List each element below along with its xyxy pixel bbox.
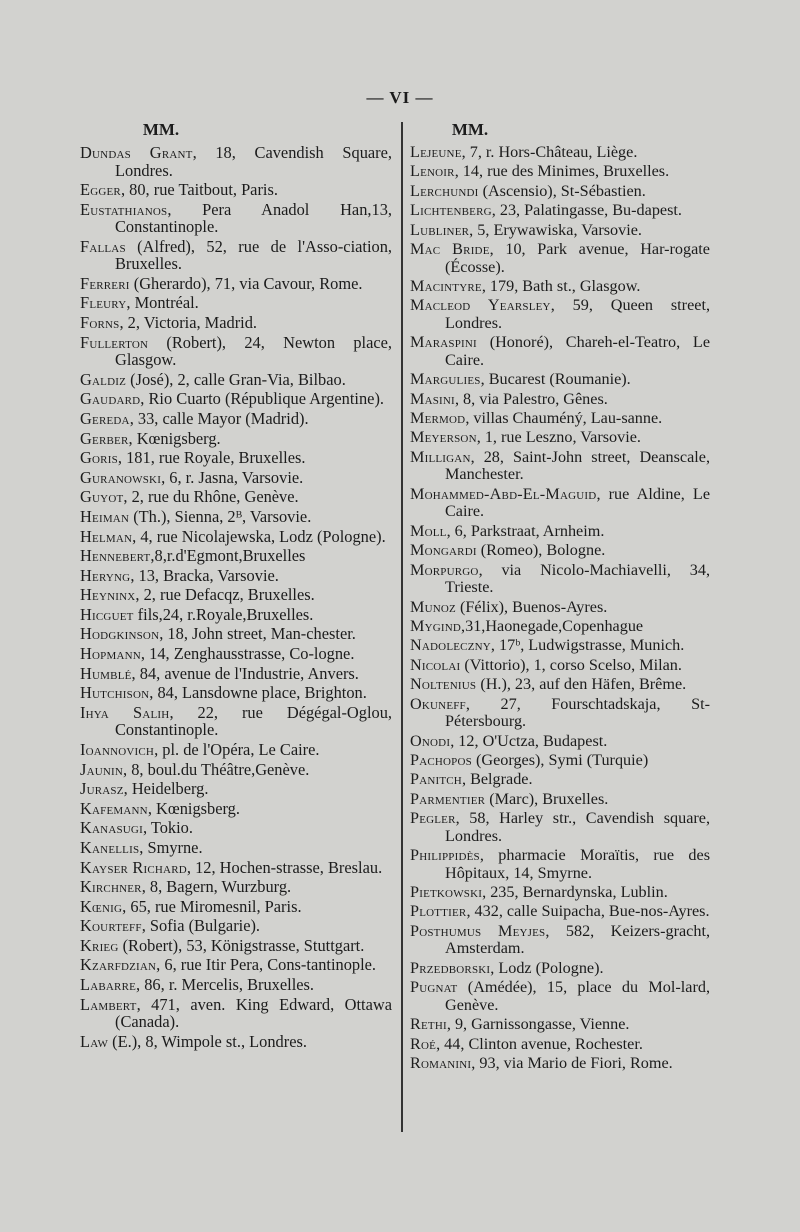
member-address: , 8, Bagern, Wurzburg. xyxy=(141,877,292,897)
member-entry xyxy=(410,791,710,809)
member-name: Gerber xyxy=(80,428,129,448)
member-address: , 13, Bracka, Varsovie. xyxy=(130,565,279,585)
member-address: , 65, rue Miromesnil, Paris. xyxy=(122,896,302,916)
member-name: Nadoleczny xyxy=(410,636,491,655)
member-name: Forns xyxy=(80,313,120,333)
member-entry xyxy=(80,390,392,408)
member-name: Parmentier xyxy=(410,789,486,808)
member-entry xyxy=(410,657,710,675)
member-name: Onodi xyxy=(410,731,451,750)
member-name: Lenoir xyxy=(410,162,455,181)
member-address: , Lodz (Pologne). xyxy=(490,958,604,977)
member-name: Kourteff xyxy=(80,916,142,936)
member-address: , 14, Zenghausstrasse, Co-logne. xyxy=(140,644,355,664)
member-name: Mongardi xyxy=(410,541,477,560)
member-entry xyxy=(80,1033,392,1051)
member-entry xyxy=(410,884,710,902)
member-entry xyxy=(80,547,392,565)
member-address: , 235, Bernardynska, Lublin. xyxy=(482,883,668,902)
member-name: Ioannovich xyxy=(80,739,155,759)
member-address: , 28, Saint-John street, Deanscale, Manchester. xyxy=(445,447,710,484)
member-entry xyxy=(410,752,710,770)
member-name: Rethi xyxy=(410,1015,447,1034)
member-address: (Honoré), Chareh-el-Teatro, Le Caire. xyxy=(445,333,710,369)
member-address: (Th.), Sienna, 2ᴮ, Varsovie. xyxy=(129,506,312,526)
member-address: , Montréal. xyxy=(126,293,199,313)
member-entry xyxy=(410,391,710,409)
member-address: , 181, rue Royale, Bruxelles. xyxy=(117,448,306,468)
member-address: , 10, Park avenue, Har-rogate (Écosse). xyxy=(445,239,710,276)
member-entry xyxy=(80,294,392,312)
member-name: Macleod Yearsley xyxy=(410,296,551,315)
member-name: Humblé xyxy=(80,663,132,683)
member-address: , 12, O'Uctza, Budapest. xyxy=(450,731,608,750)
member-address: , 9, Garnissongasse, Vienne. xyxy=(446,1015,630,1034)
member-address: , 58, Harley str., Cavendish square, Londres. xyxy=(445,809,710,845)
member-address: , 14, rue des Minimes, Bruxelles. xyxy=(454,162,670,181)
left-column xyxy=(80,118,392,1052)
member-address: (Vittorio), 1, corso Scelso, Milan. xyxy=(460,655,682,674)
member-name: Jaunin xyxy=(80,759,124,779)
member-entry xyxy=(410,960,710,978)
right-column xyxy=(410,118,710,1074)
member-name: Ihya Salih xyxy=(80,702,170,722)
member-entry xyxy=(80,645,392,663)
member-address: (Amédée), 15, place du Mol-lard, Genève. xyxy=(445,978,710,1014)
member-address: , 18, John street, Man-chester. xyxy=(159,624,356,644)
left-column-heading: MM. xyxy=(142,120,180,139)
member-name: Heiman xyxy=(80,506,130,526)
member-entry xyxy=(80,314,392,332)
member-name: Hopmann xyxy=(80,644,141,664)
member-name: Nicolai xyxy=(410,655,461,674)
member-address: , 6, Parkstraat, Arnheim. xyxy=(446,521,605,540)
member-entry xyxy=(80,371,392,389)
member-name: Mermod xyxy=(410,409,466,428)
member-address: , 7, r. Hors-Château, Liège. xyxy=(461,143,638,161)
member-name: Hicguet xyxy=(80,604,134,624)
member-address: , 80, rue Taitbout, Paris. xyxy=(120,180,278,200)
member-entry xyxy=(410,486,710,521)
member-entry xyxy=(410,163,710,181)
member-entry xyxy=(80,898,392,916)
member-name: Noltenius xyxy=(410,675,477,694)
member-address: (Robert), 24, Newton place, Glasgow. xyxy=(115,332,392,370)
member-entry xyxy=(410,429,710,447)
member-address: , 44, Clinton avenue, Rochester. xyxy=(436,1034,643,1053)
member-address: (Ascensio), St-Sébastien. xyxy=(478,181,646,200)
member-name: Kafemann xyxy=(80,798,148,818)
member-entry xyxy=(80,508,392,526)
member-address: (E.), 8, Wimpole st., Londres. xyxy=(108,1031,307,1051)
member-name: Milligan xyxy=(410,447,471,466)
member-address: , rue Aldine, Le Caire. xyxy=(445,484,710,521)
member-entry xyxy=(80,238,392,273)
member-address: , pharmacie Moraïtis, rue des Hôpitaux, 14, Smyrne. xyxy=(445,846,710,882)
member-name: Hodgkinson xyxy=(80,624,160,644)
member-name: Kzarfdzian xyxy=(80,955,157,975)
member-entry xyxy=(80,665,392,683)
member-entry xyxy=(410,979,710,1014)
member-entry xyxy=(410,733,710,751)
member-name: Law xyxy=(80,1031,109,1051)
member-entry xyxy=(410,1055,710,1073)
member-address: (Gherardo), 71, via Cavour, Rome. xyxy=(129,273,363,293)
member-entry xyxy=(80,144,392,179)
member-entry xyxy=(80,917,392,935)
member-entry xyxy=(80,586,392,604)
member-address: fils,24, r.Royale,Bruxelles. xyxy=(133,604,314,624)
member-entry xyxy=(410,1016,710,1034)
member-address: (José), 2, calle Gran-Via, Bilbao. xyxy=(126,369,346,389)
column-divider xyxy=(401,122,403,1132)
member-name: Margulies xyxy=(410,370,481,389)
member-name: Pachopos xyxy=(410,750,472,769)
member-name: Labarre xyxy=(80,975,137,995)
member-entry xyxy=(80,410,392,428)
member-name: Gereda xyxy=(80,408,130,428)
member-entry xyxy=(410,847,710,882)
member-entry xyxy=(80,956,392,974)
member-address: (Félix), Buenos-Ayres. xyxy=(455,597,608,616)
member-name: Roé xyxy=(410,1034,437,1053)
member-name: Goris xyxy=(80,448,118,468)
member-address: (Romeo), Bologne. xyxy=(476,541,606,560)
member-entry xyxy=(80,878,392,896)
member-entry xyxy=(80,839,392,857)
member-name: Posthumus Meyjes xyxy=(410,921,546,940)
member-entry xyxy=(410,542,710,560)
member-entry xyxy=(80,201,392,236)
member-name: Maraspini xyxy=(410,333,477,352)
member-address: , 59, Queen street, Londres. xyxy=(445,296,710,332)
page-number: — VI — xyxy=(366,88,434,107)
member-entry xyxy=(410,903,710,921)
member-address: , 1, rue Leszno, Varsovie. xyxy=(476,428,641,447)
member-address: , villas Chauméný, Lau-sanne. xyxy=(465,409,663,428)
member-name: Heyninx xyxy=(80,585,136,605)
member-entry xyxy=(80,181,392,199)
member-entry xyxy=(80,819,392,837)
member-name: Lambert xyxy=(80,994,137,1014)
member-name: Dundas Grant xyxy=(80,143,193,162)
member-name: Lubliner xyxy=(410,220,470,239)
member-name: Lichtenberg xyxy=(410,201,492,220)
member-address: , pl. de l'Opéra, Le Caire. xyxy=(154,739,320,759)
member-entry xyxy=(80,800,392,818)
member-address: , Heidelberg. xyxy=(123,779,209,799)
member-entry xyxy=(80,996,392,1031)
member-name: Kanellis xyxy=(80,837,140,857)
member-name: Romanini xyxy=(410,1053,472,1072)
member-address: , Bucarest (Roumanie). xyxy=(480,370,631,389)
member-name: Heryng xyxy=(80,565,131,585)
member-name: Plottier xyxy=(410,902,467,921)
member-entry xyxy=(410,410,710,428)
right-column-heading: MM. xyxy=(451,120,489,139)
member-entry xyxy=(410,183,710,201)
member-address: , Rio Cuarto (République Argentine). xyxy=(140,389,384,409)
member-name: Galdiz xyxy=(80,369,127,389)
member-address: , 8, via Palestro, Gênes. xyxy=(454,389,608,408)
member-entry xyxy=(410,278,710,296)
member-name: Masini xyxy=(410,389,455,408)
member-name: Lejeune xyxy=(410,143,462,161)
member-entry xyxy=(80,780,392,798)
right-entry-list xyxy=(410,144,710,1073)
member-entry xyxy=(410,523,710,541)
member-address: , via Nicolo-Machiavelli, 34, Trieste. xyxy=(445,560,710,597)
member-name: Pugnat xyxy=(410,978,458,997)
member-name: Eustathianos xyxy=(80,199,168,219)
member-address: , 2, Victoria, Madrid. xyxy=(119,313,258,333)
member-name: Egger xyxy=(80,180,121,200)
member-name: Gaudard xyxy=(80,389,141,409)
member-entry xyxy=(410,771,710,789)
member-address: ,31,Haonegade,Copenhague xyxy=(461,616,644,635)
member-name: Kayser Richard xyxy=(80,857,187,877)
member-address: , 84, avenue de l'Industrie, Anvers. xyxy=(131,663,359,683)
member-address: , 23, Palatingasse, Bu-dapest. xyxy=(491,201,682,220)
member-address: , Tokio. xyxy=(142,818,193,838)
member-name: Kirchner xyxy=(80,877,142,897)
member-name: Kanasugi xyxy=(80,818,143,838)
member-name: Pegler xyxy=(410,809,456,828)
member-entry xyxy=(410,599,710,617)
member-entry xyxy=(410,334,710,369)
member-name: Kœnig xyxy=(80,896,123,916)
member-address: , Sofia (Bulgarie). xyxy=(141,916,261,936)
member-address: , 18, Cavendish Square, Londres. xyxy=(115,143,393,180)
member-entry xyxy=(410,696,710,731)
member-address: , 5, Erywawiska, Varsovie. xyxy=(469,220,642,239)
member-name: Hutchison xyxy=(80,683,150,703)
member-entry xyxy=(410,637,710,655)
member-name: Macintyre xyxy=(410,276,482,295)
member-address: , 2, rue du Rhône, Genève. xyxy=(123,487,299,507)
member-entry xyxy=(80,625,392,643)
member-name: Munoz xyxy=(410,597,456,616)
member-address: , 84, Lansdowne place, Brighton. xyxy=(149,683,367,703)
member-entry xyxy=(410,676,710,694)
member-address: , 582, Keizers-gracht, Amsterdam. xyxy=(445,921,710,958)
member-address: , Kœnigsberg. xyxy=(128,428,221,448)
member-address: , 2, rue Defacqz, Bruxelles. xyxy=(135,585,315,605)
member-name: Ferreri xyxy=(80,273,130,293)
member-entry xyxy=(80,275,392,293)
member-entry xyxy=(410,562,710,597)
member-name: Moll xyxy=(410,521,447,540)
member-address: , 86, r. Mercelis, Bruxelles. xyxy=(136,975,315,995)
member-address: , 432, calle Suipacha, Bue-nos-Ayres. xyxy=(466,902,710,921)
member-entry xyxy=(80,704,392,739)
member-entry xyxy=(80,334,392,369)
member-entry xyxy=(80,859,392,877)
member-name: Mac Bride xyxy=(410,239,490,258)
member-name: Krieg xyxy=(80,935,119,955)
member-name: Przedborski xyxy=(410,958,491,977)
member-address: , 6, r. Jasna, Varsovie. xyxy=(161,467,304,487)
member-entry xyxy=(80,684,392,702)
member-name: Okuneff xyxy=(410,694,466,713)
member-name: Meyerson xyxy=(410,428,477,447)
member-entry xyxy=(80,761,392,779)
member-address: , 4, rue Nicolajewska, Lodz (Pologne). xyxy=(132,526,386,546)
member-address: (Georges), Symi (Turquie) xyxy=(471,750,649,769)
member-entry xyxy=(410,241,710,276)
member-name: Fullerton xyxy=(80,332,149,352)
member-entry xyxy=(80,937,392,955)
member-name: Morpurgo xyxy=(410,560,479,579)
member-entry xyxy=(410,297,710,332)
member-name: Guyot xyxy=(80,487,124,507)
member-address: , Belgrade. xyxy=(461,770,533,789)
member-address: , Smyrne. xyxy=(139,837,203,857)
member-entry xyxy=(410,923,710,958)
member-name: Fallas xyxy=(80,236,126,256)
member-entry xyxy=(80,606,392,624)
member-address: , 33, calle Mayor (Madrid). xyxy=(129,408,309,428)
member-name: Jurasz xyxy=(80,779,124,799)
member-entry xyxy=(80,976,392,994)
member-entry xyxy=(80,528,392,546)
member-address: (Robert), 53, Königstrasse, Stuttgart. xyxy=(118,935,365,955)
member-name: Mygind xyxy=(410,616,462,635)
member-address: (Alfred), 52, rue de l'Asso-ciation, Bruxelles. xyxy=(115,236,392,274)
member-address: , 22, rue Dégégal-Oglou, Constantinople. xyxy=(115,702,392,740)
member-address: , 179, Bath st., Glasgow. xyxy=(481,276,641,295)
member-address: , Pera Anadol Han,13, Constantinople. xyxy=(115,199,392,237)
member-address: , 12, Hochen-strasse, Breslau. xyxy=(186,857,383,877)
member-name: Mohammed-Abd-El-Maguid xyxy=(410,484,597,503)
member-entry xyxy=(410,810,710,845)
member-address: , 93, via Mario de Fiori, Rome. xyxy=(471,1053,673,1072)
member-entry xyxy=(410,371,710,389)
member-name: Panitch xyxy=(410,770,462,789)
member-entry xyxy=(410,449,710,484)
member-entry xyxy=(410,144,710,162)
member-entry xyxy=(80,488,392,506)
member-name: Fleury xyxy=(80,293,127,313)
member-entry xyxy=(80,567,392,585)
member-entry xyxy=(80,449,392,467)
member-address: , Kœnigsberg. xyxy=(147,798,240,818)
member-entry xyxy=(410,222,710,240)
member-name: Philippidès xyxy=(410,846,480,865)
member-address: , 17ᵇ, Ludwigstrasse, Munich. xyxy=(490,636,685,655)
member-address: ,8,r.d'Egmont,Bruxelles xyxy=(150,546,306,566)
member-entry xyxy=(410,618,710,636)
member-name: Helman xyxy=(80,526,133,546)
member-entry xyxy=(80,430,392,448)
member-entry xyxy=(80,741,392,759)
left-entry-list xyxy=(80,144,392,1050)
member-entry xyxy=(410,1036,710,1054)
member-name: Pietkowski xyxy=(410,883,483,902)
member-address: (Marc), Bruxelles. xyxy=(485,789,609,808)
member-entry xyxy=(410,202,710,220)
member-name: Lerchundi xyxy=(410,181,479,200)
member-entry xyxy=(80,469,392,487)
member-address: , 6, rue Itir Pera, Cons-tantinople. xyxy=(156,955,377,975)
member-name: Guranowski xyxy=(80,467,162,487)
member-name: Hennebert xyxy=(80,546,151,566)
member-address: , 27, Fourschtadskaja, St-Pétersbourg. xyxy=(445,694,710,731)
member-address: , 8, boul.du Théâtre,Genève. xyxy=(123,759,310,779)
member-address: , 471, aven. King Edward, Ottawa (Canada). xyxy=(115,994,392,1032)
member-address: (H.), 23, auf den Häfen, Brême. xyxy=(476,675,687,694)
